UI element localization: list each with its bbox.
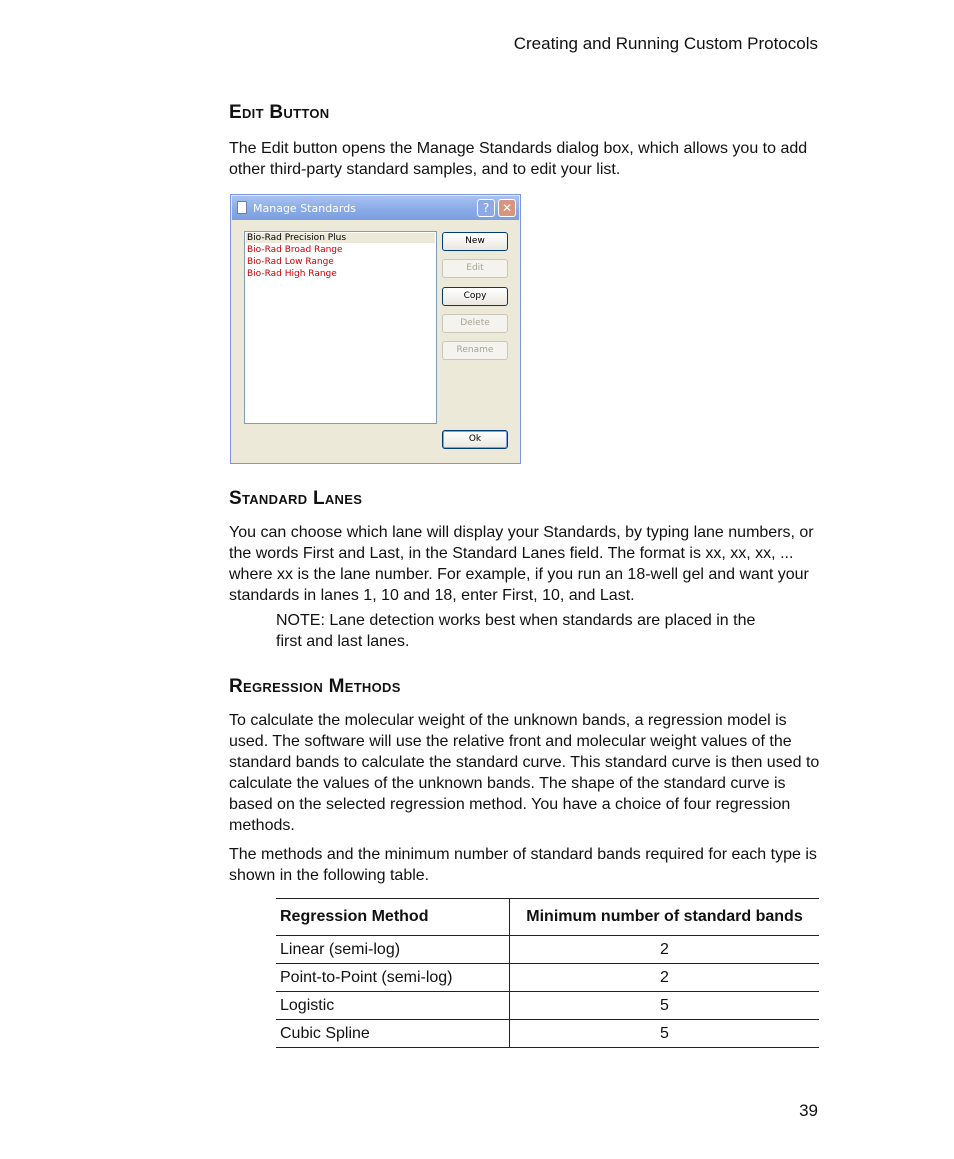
lane-detection-note: NOTE: Lane detection works best when standards are placed in the first and last lanes. [276,612,756,650]
standard-lanes-paragraph: You can choose which lane will display your Standards, by typing lane numbers, or the words First and Last, in the Standard Lanes field. The format is xx, xx, xx, ... where xx is the lane number. For example, if you run an 18-well gel and want your standards in lanes 1, 10 and 18, enter First, 10, and Last. [229,524,814,604]
regression-paragraph-2: The methods and the minimum number of standard bands required for each type is shown in the following table. [229,846,817,884]
edit-button[interactable]: Edit [442,259,508,278]
regression-methods-heading: Regression Methods [229,676,401,697]
method-cell: Cubic Spline [276,1020,510,1048]
document-icon [237,201,247,214]
min-bands-cell: 5 [510,992,820,1020]
method-cell: Logistic [276,992,510,1020]
list-item[interactable]: Bio-Rad Precision Plus [246,233,435,243]
rename-button[interactable]: Rename [442,341,508,360]
ok-button[interactable]: Ok [442,430,508,449]
help-icon[interactable]: ? [477,199,495,217]
table-row [276,964,819,992]
edit-button-heading: Edit Button [229,102,330,123]
method-cell: Point-to-Point (semi-log) [276,964,510,992]
delete-button[interactable]: Delete [442,314,508,333]
regression-methods-table [276,898,819,1048]
standards-list[interactable] [244,231,437,424]
edit-button-paragraph: The Edit button opens the Manage Standards dialog box, which allows you to add other third-party standard samples, and to edit your list. [229,140,808,178]
dialog-title: Manage Standards [253,202,356,215]
list-item[interactable]: Bio-Rad Low Range [247,257,334,267]
standard-lanes-heading: Standard Lanes [229,488,363,509]
table-row [276,936,819,964]
list-item[interactable]: Bio-Rad Broad Range [247,245,343,255]
column-header-min-bands: Minimum number of standard bands [510,899,820,936]
new-button[interactable]: New [442,232,508,251]
min-bands-cell: 5 [510,1020,820,1048]
copy-button[interactable]: Copy [442,287,508,306]
table-row [276,992,819,1020]
running-head: Creating and Running Custom Protocols [513,34,818,53]
min-bands-cell: 2 [510,936,820,964]
dialog-titlebar [232,196,519,220]
page-number: 39 [799,1101,818,1120]
table-row [276,1020,819,1048]
table-header-row [276,899,819,936]
close-icon[interactable]: ✕ [498,199,516,217]
method-cell: Linear (semi-log) [276,936,510,964]
min-bands-cell: 2 [510,964,820,992]
regression-paragraph-1: To calculate the molecular weight of the unknown bands, a regression model is used. The software will use the relative front and molecular weight values of the standard bands to calculate the standard curve. This standard curve is then used to calculate the values of the unknown bands. The shape of the standard curve is based on the selected regression method. You have a choice of four regression methods. [229,712,820,834]
manage-standards-dialog [230,194,521,464]
list-item[interactable]: Bio-Rad High Range [247,269,337,279]
column-header-method: Regression Method [276,899,510,936]
